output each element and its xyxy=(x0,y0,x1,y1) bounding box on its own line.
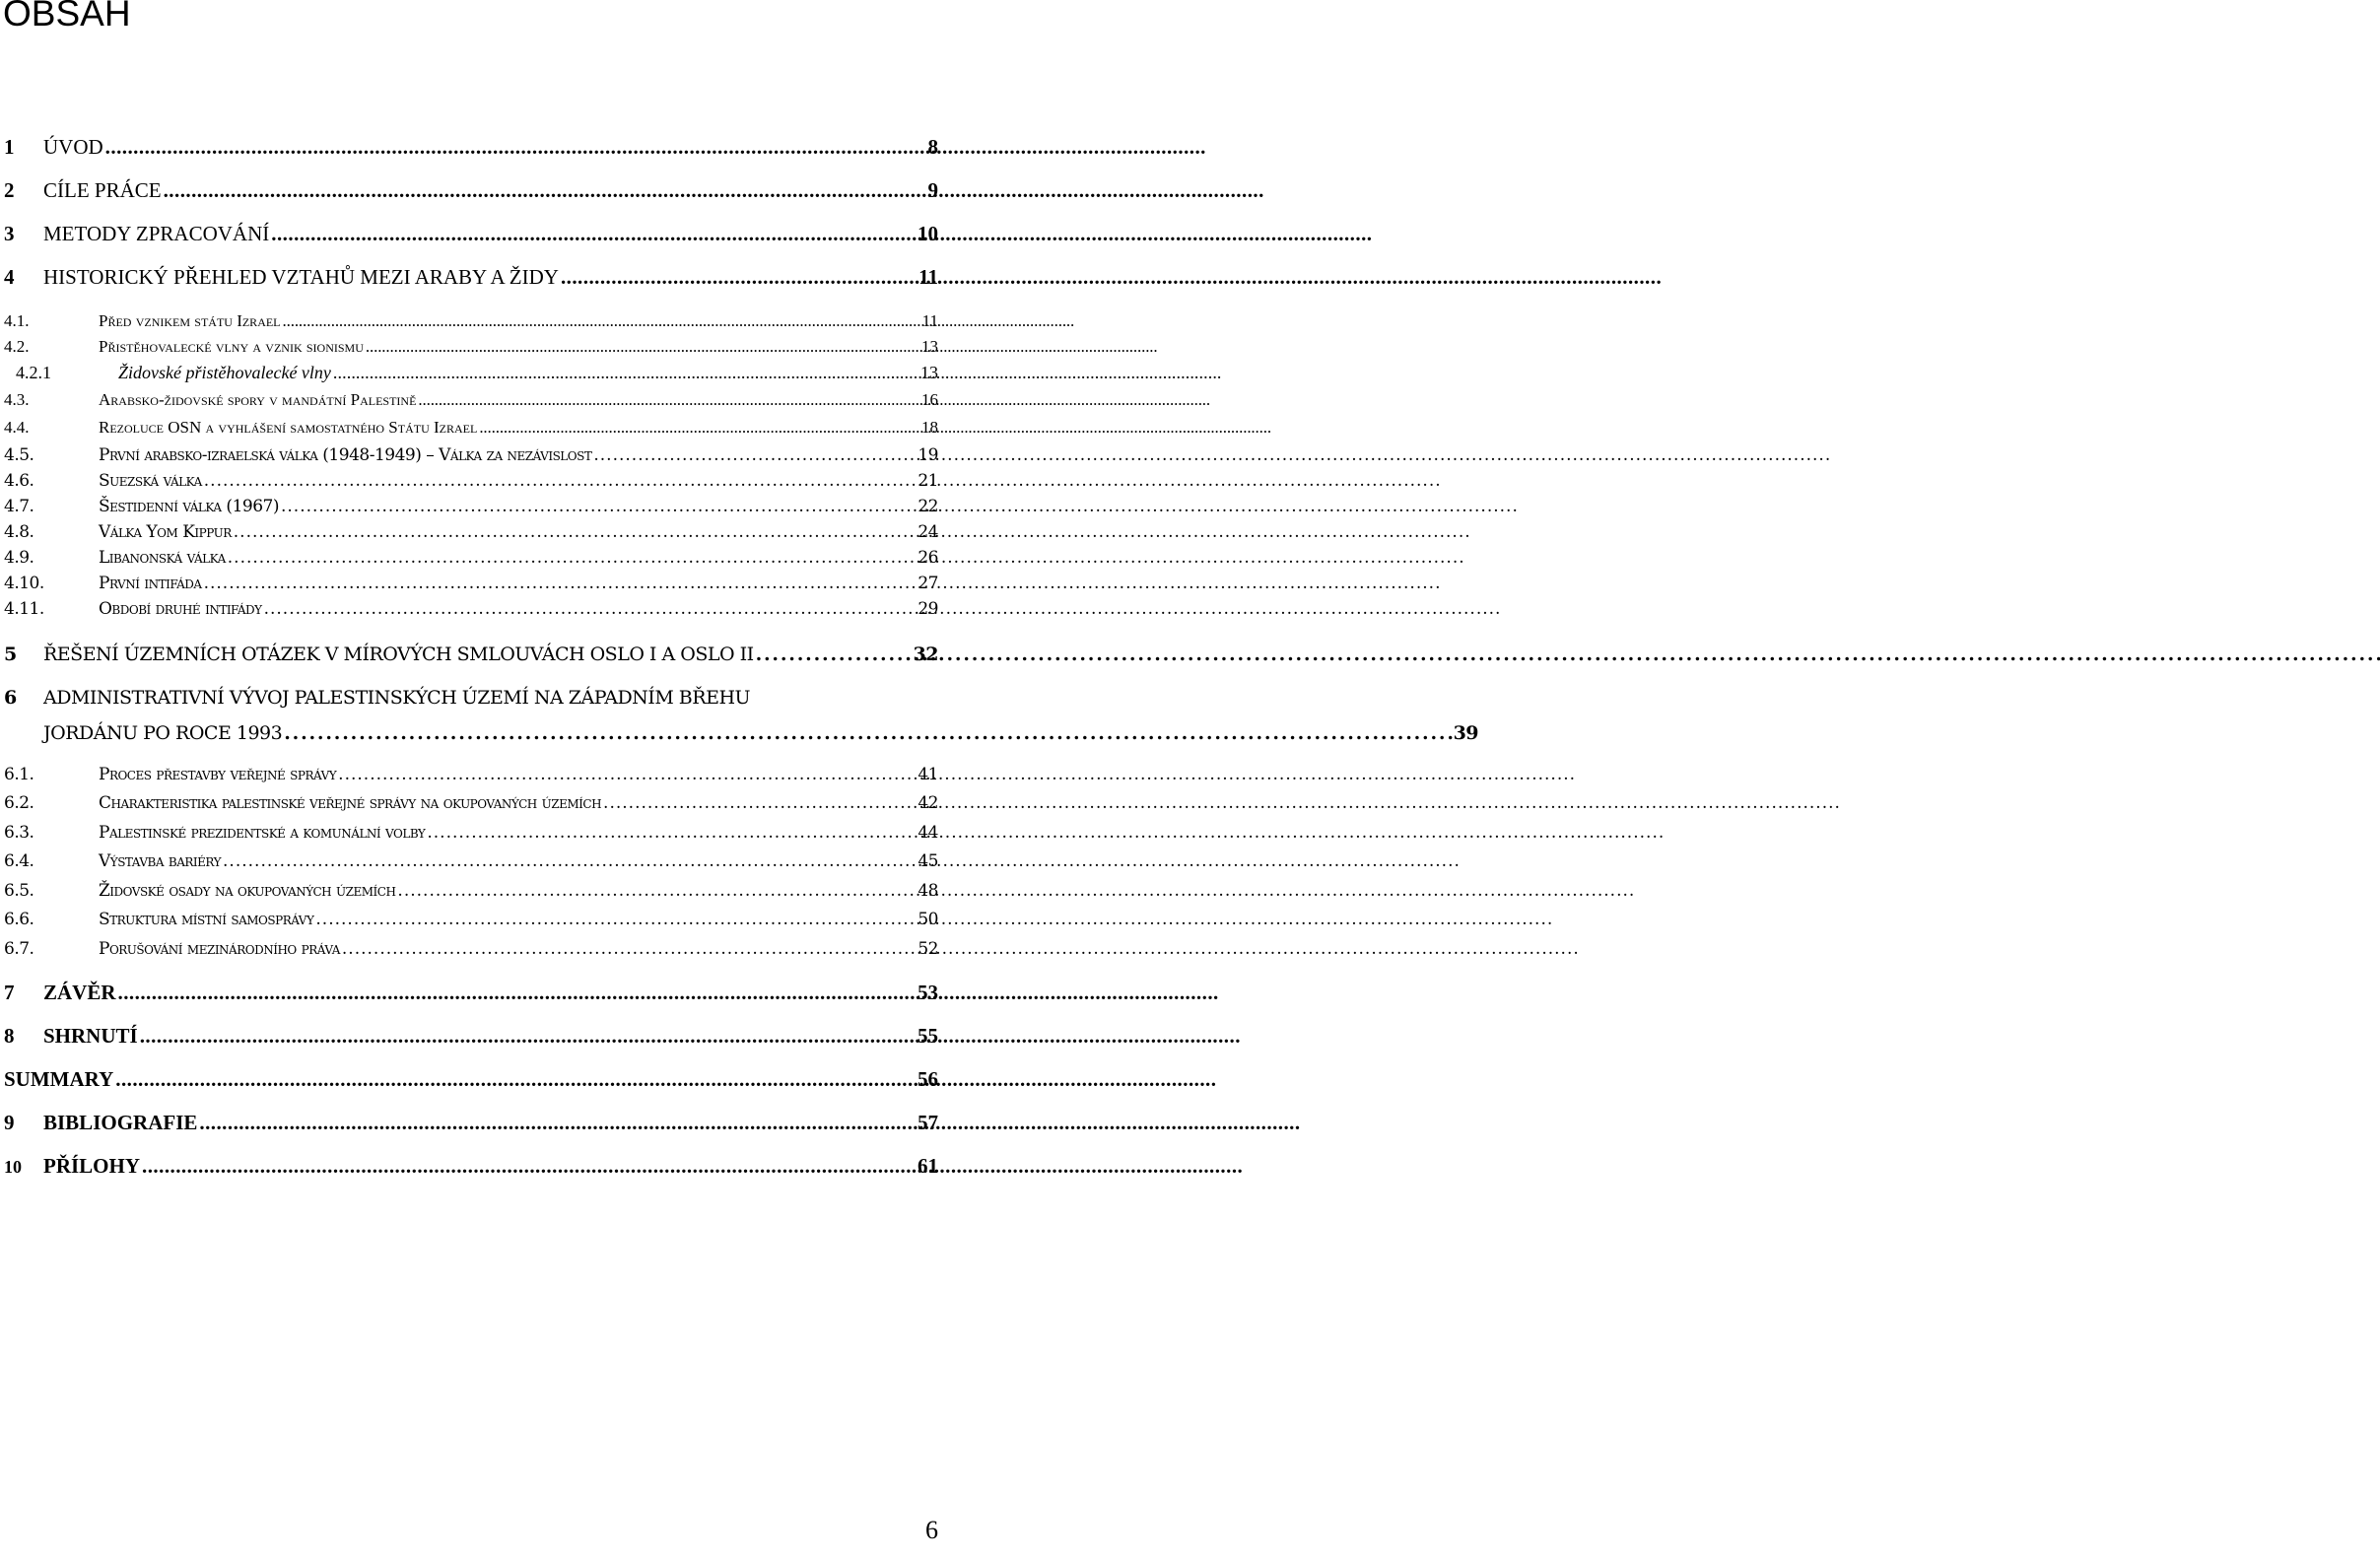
toc-entry-title: BIBLIOGRAFIE xyxy=(43,1111,198,1134)
toc-entry-4-7[interactable] xyxy=(0,497,938,516)
toc-entry-4-9[interactable] xyxy=(0,548,938,568)
toc-entry-number: 6.3. xyxy=(4,823,34,843)
toc-entry-page: 53 xyxy=(918,981,938,1004)
toc-entry-4-8[interactable] xyxy=(0,522,938,542)
toc-entry-page: 18 xyxy=(921,418,938,437)
toc-entry-page: 56 xyxy=(918,1067,938,1091)
toc-entry-page: 22 xyxy=(918,497,938,516)
toc-entry-page: 16 xyxy=(921,390,938,409)
toc-entry-page: 52 xyxy=(918,939,938,959)
toc-entry-6-6[interactable] xyxy=(0,910,938,929)
dot-leader xyxy=(603,793,916,813)
dot-leader xyxy=(561,265,917,290)
toc-entry-6-2[interactable] xyxy=(0,793,938,813)
toc-entry-title: Suezská válka xyxy=(99,471,202,491)
dot-leader xyxy=(342,939,916,959)
toc-entry-8[interactable] xyxy=(0,1024,938,1049)
toc-entry-4-6[interactable] xyxy=(0,471,938,491)
toc-entry-page: 41 xyxy=(918,765,938,784)
toc-entry-page: 8 xyxy=(927,135,938,159)
dot-leader xyxy=(228,548,917,568)
dot-leader xyxy=(105,135,926,160)
toc-entry-page: 61 xyxy=(918,1154,938,1178)
toc-entry-number: 4.4. xyxy=(4,418,30,437)
dot-leader xyxy=(427,823,916,843)
footer-page-number: 6 xyxy=(925,1516,938,1544)
dot-leader xyxy=(223,851,916,871)
toc-entry-6-4[interactable] xyxy=(0,851,938,871)
toc-entry-title: Před vznikem státu Izrael xyxy=(99,311,281,330)
dot-leader xyxy=(142,1154,916,1179)
dot-leader xyxy=(315,910,916,929)
toc-entry-number: 6 xyxy=(4,687,17,709)
toc-entry-7[interactable] xyxy=(0,981,938,1005)
toc-entry-title: Proces přestavby veřejné správy xyxy=(99,765,337,784)
toc-entry-page: 9 xyxy=(927,178,938,202)
toc-entry-number: 4.9. xyxy=(4,548,34,568)
toc-entry-page: 19 xyxy=(918,445,938,465)
toc-entry-title: ZÁVĚR xyxy=(43,981,116,1004)
toc-entry-title: ÚVOD xyxy=(43,135,103,159)
toc-entry-title: První intifáda xyxy=(99,574,202,593)
dot-leader xyxy=(397,881,916,901)
toc-entry-page: 13 xyxy=(920,363,938,382)
toc-entry-summary[interactable] xyxy=(0,1067,938,1092)
toc-entry-4-5[interactable] xyxy=(0,445,938,465)
toc-entry-title: HISTORICKÝ PŘEHLED VZTAHŮ MEZI ARABY A ŽIDY xyxy=(43,265,559,289)
toc-entry-4-2-1[interactable] xyxy=(0,363,938,383)
toc-entry-title: PŘÍLOHY xyxy=(43,1154,141,1178)
toc-entry-page: 10 xyxy=(918,222,938,245)
dot-leader xyxy=(366,337,919,357)
toc-entry-4[interactable] xyxy=(0,265,938,290)
toc-entry-page: 50 xyxy=(918,910,938,929)
toc-entry-page: 21 xyxy=(918,471,938,491)
dot-leader xyxy=(479,418,919,438)
toc-entry-6-5[interactable] xyxy=(0,881,938,901)
page-title: OBSAH xyxy=(3,0,131,34)
toc-entry-number: 9 xyxy=(4,1111,15,1134)
dot-leader xyxy=(333,363,918,383)
toc-entry-4-1[interactable] xyxy=(0,311,938,331)
dot-leader xyxy=(234,522,917,542)
toc-entry-title: Přistěhovalecké vlny a vznik sionismu xyxy=(99,337,364,356)
toc-entry-page: 48 xyxy=(918,881,938,901)
toc-entry-number: 6.7. xyxy=(4,939,34,959)
toc-entry-number: 4.10. xyxy=(4,574,44,593)
toc-entry-number: 4.3. xyxy=(4,390,30,409)
toc-entry-number: 4.5. xyxy=(4,445,34,465)
toc-entry-6[interactable] xyxy=(0,687,1479,756)
toc-entry-title: CÍLE PRÁCE xyxy=(43,178,162,202)
toc-entry-title: První arabsko-izraelská válka (1948-1949) – Válka za nezávislost xyxy=(99,445,592,465)
toc-entry-page: 44 xyxy=(918,823,938,843)
toc-entry-page: 11 xyxy=(921,311,938,330)
toc-entry-4-2[interactable] xyxy=(0,337,938,357)
toc-entry-1[interactable] xyxy=(0,135,938,160)
dot-leader xyxy=(204,574,917,593)
toc-entry-number: 4.7. xyxy=(4,497,34,516)
toc-entry-number: 6.5. xyxy=(4,881,34,901)
dot-leader xyxy=(115,1067,916,1092)
dot-leader xyxy=(756,644,912,665)
toc-entry-page: 39 xyxy=(1453,722,1479,744)
toc-entry-number: 4 xyxy=(4,265,15,289)
toc-entry-page: 29 xyxy=(918,599,938,619)
toc-entry-9[interactable] xyxy=(0,1111,938,1135)
toc-entry-page: 24 xyxy=(918,522,938,542)
toc-entry-title: Libanonská válka xyxy=(99,548,226,568)
dot-leader xyxy=(199,1111,916,1135)
toc-entry-number: 6.6. xyxy=(4,910,34,929)
toc-entry-number: 8 xyxy=(4,1024,15,1048)
toc-entry-title: Charakteristika palestinské veřejné správy na okupovaných územích xyxy=(99,793,602,813)
toc-entry-title: Židovské osady na okupovaných územích xyxy=(99,881,396,901)
dot-leader xyxy=(204,471,917,491)
toc-entry-4-3[interactable] xyxy=(0,390,938,410)
toc-entry-6-1[interactable] xyxy=(0,765,938,784)
toc-entry-number: 10 xyxy=(4,1157,22,1177)
toc-entry-title: METODY ZPRACOVÁNÍ xyxy=(43,222,270,245)
toc-entry-title: Židovské přistěhovalecké vlny xyxy=(118,363,331,382)
toc-entry-page: 45 xyxy=(918,851,938,871)
toc-entry-title-line2: JORDÁNU PO ROCE 1993 xyxy=(43,722,283,744)
dot-leader xyxy=(283,311,920,331)
toc-entry-3[interactable] xyxy=(0,222,938,246)
toc-entry-title: Výstavba bariéry xyxy=(99,851,221,871)
toc-entry-page: 42 xyxy=(918,793,938,813)
toc-entry-number: 4.1. xyxy=(4,311,30,330)
toc-entry-title: Palestinské prezidentské a komunální volby xyxy=(99,823,426,843)
dot-leader xyxy=(164,178,926,203)
dot-leader xyxy=(338,765,916,784)
dot-leader xyxy=(140,1024,916,1049)
toc-entry-number: 6.4. xyxy=(4,851,34,871)
toc-entry-title: Arabsko-židovské spory v mandátní Palestině xyxy=(99,390,417,409)
toc-entry-10[interactable] xyxy=(0,1154,938,1179)
toc-entry-number: 3 xyxy=(4,222,15,245)
toc-entry-page: 11 xyxy=(918,265,938,289)
dot-leader xyxy=(271,222,916,246)
toc-entry-page: 32 xyxy=(913,644,938,665)
toc-entry-title: Struktura místní samosprávy xyxy=(99,910,314,929)
toc-entry-title: SUMMARY xyxy=(4,1067,114,1091)
toc-entry-page: 57 xyxy=(918,1111,938,1134)
toc-entry-title: Šestidenní válka (1967) xyxy=(99,497,279,516)
toc-entry-2[interactable] xyxy=(0,178,938,203)
toc-entry-title: Rezoluce OSN a vyhlášení samostatného Státu Izrael xyxy=(99,418,478,437)
toc-entry-number: 6.1. xyxy=(4,765,34,784)
toc-entry-page: 26 xyxy=(918,548,938,568)
toc-entry-number: 4.8. xyxy=(4,522,34,542)
dot-leader xyxy=(118,981,916,1005)
toc-entry-5[interactable] xyxy=(0,644,938,665)
toc-entry-title: Porušování mezinárodního práva xyxy=(99,939,340,959)
toc-entry-4-4[interactable] xyxy=(0,418,938,438)
dot-leader xyxy=(284,722,1451,744)
toc-entry-number: 7 xyxy=(4,981,15,1004)
toc-entry-title-line2-row xyxy=(43,722,1479,744)
toc-entry-number: 4.11. xyxy=(4,599,44,619)
toc-entry-title: Válka Yom Kippur xyxy=(99,522,232,542)
toc-entry-title: Období druhé intifády xyxy=(99,599,262,619)
toc-entry-page: 27 xyxy=(918,574,938,593)
toc-entry-title-line1: ADMINISTRATIVNÍ VÝVOJ PALESTINSKÝCH ÚZEMÍ NA ZÁPADNÍM BŘEHU xyxy=(43,687,751,709)
dot-leader xyxy=(264,599,917,619)
dot-leader xyxy=(593,445,916,465)
toc-entry-number: 4.6. xyxy=(4,471,34,491)
toc-entry-page: 13 xyxy=(921,337,938,356)
toc-entry-4-10[interactable] xyxy=(0,574,938,593)
toc-entry-number: 2 xyxy=(4,178,15,202)
dot-leader xyxy=(281,497,916,516)
dot-leader xyxy=(418,390,919,410)
toc-entry-number: 6.2. xyxy=(4,793,34,813)
toc-entry-number: 1 xyxy=(4,135,15,159)
toc-entry-6-7[interactable] xyxy=(0,939,938,959)
toc-entry-4-11[interactable] xyxy=(0,599,938,619)
toc-entry-page: 55 xyxy=(918,1024,938,1048)
toc-entry-number: 5 xyxy=(4,644,17,665)
toc-entry-number: 4.2.1 xyxy=(16,363,51,382)
toc-entry-title: ŘEŠENÍ ÚZEMNÍCH OTÁZEK V MÍROVÝCH SMLOUVÁCH OSLO I A OSLO II xyxy=(43,644,754,665)
toc-entry-title: SHRNUTÍ xyxy=(43,1024,138,1048)
toc-entry-number: 4.2. xyxy=(4,337,30,356)
toc-entry-6-3[interactable] xyxy=(0,823,938,843)
